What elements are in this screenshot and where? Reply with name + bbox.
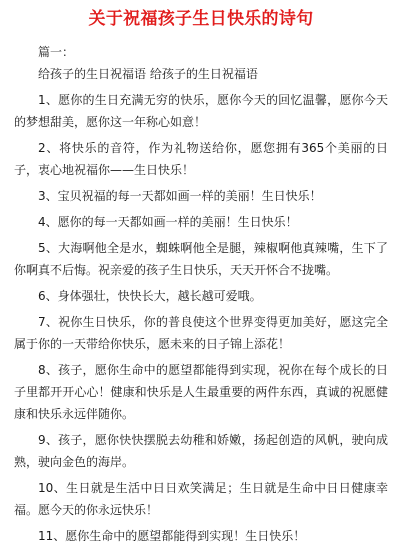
paragraph-9: 9、孩子，愿你快快摆脱去幼稚和娇嫩，扬起创造的风帆，驶向成熟，驶向金色的海岸。 bbox=[14, 433, 388, 469]
paragraph-8: 8、孩子，愿你生命中的愿望都能得到实现，祝你在每个成长的日子里都开开心心！健康和快乐是人生最重要的两件东西，真诚的祝愿健康和快乐永远伴随你。 bbox=[14, 363, 388, 421]
paragraph-5: 5、大海啊他全是水，蜘蛛啊他全是腿，辣椒啊他真辣嘴，生下了你啊真不后悔。祝亲爱的孩子生日快乐，天天开怀合不拢嘴。 bbox=[14, 241, 388, 277]
section-subtitle: 给孩子的生日祝福语 给孩子的生日祝福语 bbox=[38, 67, 258, 81]
paragraph-2: 2、将快乐的音符，作为礼物送给你，愿您拥有365个美丽的日子，衷心地祝福你——生日快乐！ bbox=[14, 141, 388, 177]
paragraph-1: 1、愿你的生日充满无穷的快乐，愿你今天的回忆温馨，愿你今天的梦想甜美，愿你这一年称心如意！ bbox=[14, 93, 388, 129]
paragraph-6: 6、身体强壮，快快长大，越长越可爱哦。 bbox=[38, 289, 262, 303]
section-label: 篇一： bbox=[38, 45, 75, 59]
paragraph-11: 11、愿你生命中的愿望都能得到实现！生日快乐！ bbox=[38, 529, 306, 543]
document-title: 关于祝福孩子生日快乐的诗句 bbox=[88, 9, 314, 29]
paragraph-4: 4、愿你的每一天都如画一样的美丽！生日快乐！ bbox=[38, 215, 298, 229]
paragraph-10: 10、生日就是生活中日日欢笑满足；生日就是生命中日日健康幸福。愿今天的你永远快乐！ bbox=[14, 481, 388, 517]
paragraph-3: 3、宝贝祝福的每一天都如画一样的美丽！生日快乐！ bbox=[38, 189, 322, 203]
document-body bbox=[14, 43, 388, 547]
paragraph-7: 7、祝你生日快乐，你的普良使这个世界变得更加美好，愿这完全属于你的一天带给你快乐，愿未来的日子锦上添花！ bbox=[14, 315, 388, 351]
